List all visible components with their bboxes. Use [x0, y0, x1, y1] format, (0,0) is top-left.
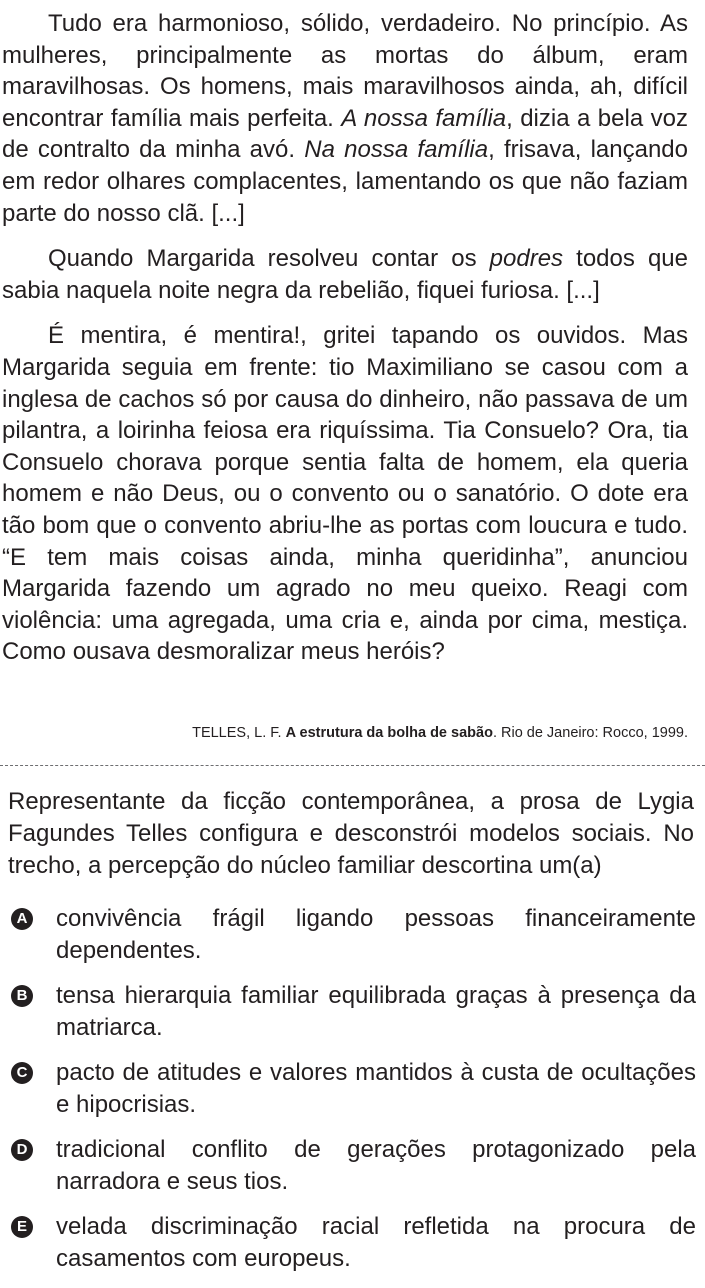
citation-publisher: . Rio de Janeiro: Rocco, 1999.: [492, 725, 688, 741]
citation: [192, 725, 688, 741]
italic-phrase: podres: [489, 245, 564, 273]
option-letter-badge: E: [11, 1216, 33, 1238]
dashed-divider: [0, 765, 705, 766]
option-letter-badge: A: [11, 908, 33, 930]
text-segment: , frisava, lançando em redor olhares complacentes, lamentando os que não faziam parte do nosso clã. [...]: [2, 136, 689, 227]
option-letter-badge: D: [11, 1139, 33, 1161]
option-text: tensa hierarquia familiar equilibrada graças à presença da matriarca.: [56, 982, 696, 1041]
passage-paragraph-3: É mentira, é mentira!, gritei tapando os ouvidos. Mas Margarida seguia em frente: tio Maximiliano se casou com a inglesa de cachos só por causa do dinheiro, não passava de um pilantra, a loirinha feiosa era riquíssima. Tia Consuelo? Ora, tia Consuelo chorava porque sentia falta de homem, ela queria homem e não Deus, ou o convento ou o sanatório. O dote era tão bom que o convento abriu-lhe as portas com loucura e tudo. “E tem mais coisas ainda, minha queridinha”, anunciou Margarida fazendo um agrado no meu queixo. Reagi com violência: uma agregada, uma cria e, ainda por cima, mestiça. Como ousava desmoralizar meus heróis?: [2, 322, 688, 666]
text-segment: , dizia a bela voz de contralto da minha avó.: [2, 104, 688, 164]
question-stem: Representante da ficção contemporânea, a prosa de Lygia Fagundes Telles configura e desconstrói modelos sociais. No trecho, a percepção do núcleo familiar descortina um(a): [8, 788, 694, 879]
italic-phrase: A nossa família: [341, 104, 507, 132]
option-d[interactable]: [8, 1134, 696, 1198]
option-e[interactable]: [8, 1211, 696, 1275]
passage-paragraph-1: [2, 8, 688, 229]
text-segment: todos que sabia naquela noite negra da rebelião, fiquei furiosa. [...]: [2, 245, 688, 304]
text-segment: Tudo era harmonioso, sólido, verdadeiro. No princípio. As mulheres, principalmente as mortas do álbum, eram maravilhosas. Os homens, mais maravilhosos ainda, ah, difícil encontrar família mais perfeita.: [2, 10, 688, 132]
option-a[interactable]: [8, 903, 696, 967]
option-text: convivência frágil ligando pessoas financeiramente dependentes.: [56, 905, 696, 964]
option-b[interactable]: [8, 980, 696, 1044]
option-text: velada discriminação racial refletida na procura de casamentos com europeus.: [56, 1213, 696, 1272]
option-text: tradicional conflito de gerações protagonizado pela narradora e seus tios.: [56, 1136, 696, 1195]
option-c[interactable]: [8, 1057, 696, 1121]
citation-title: A estrutura da bolha de sabão: [285, 725, 493, 741]
option-text: pacto de atitudes e valores mantidos à custa de ocultações e hipocrisias.: [56, 1059, 696, 1118]
option-letter-badge: B: [11, 985, 33, 1007]
passage-paragraph-2: [2, 243, 688, 306]
citation-author: TELLES, L. F.: [192, 725, 286, 741]
italic-phrase: Na nossa família: [304, 136, 489, 164]
answer-options: [8, 903, 696, 1275]
passage-text: [2, 8, 688, 668]
text-segment: Quando Margarida resolveu contar os: [48, 245, 490, 273]
option-letter-badge: C: [11, 1062, 33, 1084]
